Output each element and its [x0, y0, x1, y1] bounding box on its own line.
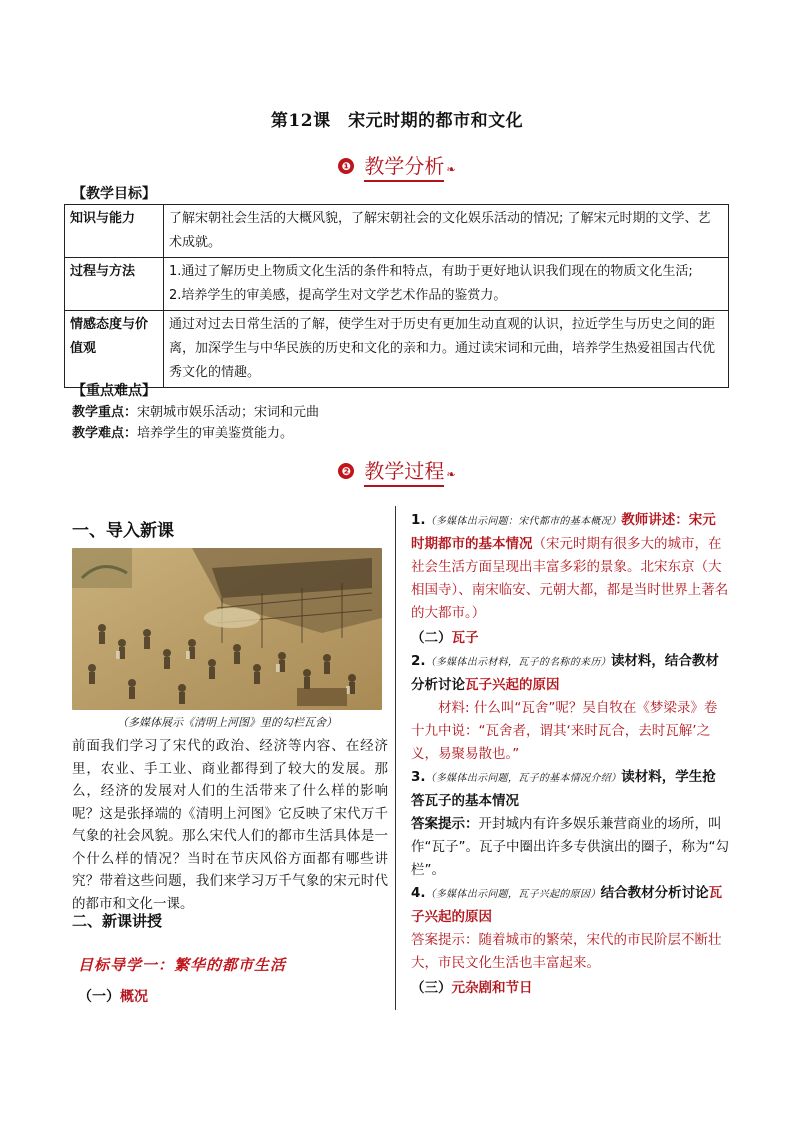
key-point [72, 402, 319, 424]
difficulty-text: 培养学生的审美鉴赏能力。 [137, 426, 294, 441]
goal-label: 知识与能力 [65, 205, 164, 258]
answer-3: 答案提示：开封城内有许多娱乐兼营商业的场所，叫作“瓦子”。瓦子中圈出许多专供演出的圈子，称为“勾栏”。 [411, 816, 729, 878]
goal-text: 通过对过去日常生活的了解，使学生对于历史有更加生动直观的认识，拉近学生与历史之间的距离，加深学生与中华民族的历史和文化的亲和力。通过读宋词和元曲，培养学生热爱祖国古代优秀文化的情趣。 [164, 311, 729, 388]
section-title: 教学分析 [364, 150, 444, 182]
goal-line: 1.通过了解历史上物质文化生活的条件和特点，有助于更好地认识我们现在的物质文化生活; [169, 264, 693, 279]
subsection-overview [78, 986, 148, 1006]
flower-icon: ❧ [446, 162, 456, 176]
answer-4: 答案提示：随着城市的繁荣，宋代的市民阶层不断壮大，市民文化生活也丰富起来。 [411, 932, 722, 971]
goal-text: 了解宋朝社会生活的大概风貌，了解宋朝社会的文化娱乐活动的情况; 了解宋元时期的文学、艺术成就。 [164, 205, 729, 258]
goals-heading: 【教学目标】 [72, 186, 156, 202]
difficulty-label: 教学难点： [72, 426, 138, 441]
section-teaching-process [0, 455, 794, 487]
item-text: （宋元时期有很多大的城市，在社会生活方面呈现出丰富多彩的景象。北宋东京（大相国寺）、南宋临安、元朝大都，都是当时世界上著名的大都市。） [411, 536, 729, 621]
multimedia-note: （多媒体出示问题，瓦子兴起的原因） [425, 889, 601, 900]
goal-one-heading: 目标导学一：繁华的都市生活 [78, 956, 287, 974]
table-row [65, 205, 729, 258]
multimedia-note: （多媒体出示材料，瓦子的名称的来历） [425, 657, 611, 668]
key-point-label: 教学重点： [72, 405, 138, 420]
subsection-label: 概况 [120, 989, 148, 1005]
key-heading: 【重点难点】 [72, 383, 156, 399]
difficulty-point [72, 423, 293, 445]
subsection-prefix: （一） [78, 989, 120, 1005]
right-column [411, 509, 729, 1000]
subsection-yuan-drama: （三）元杂剧和节日 [411, 980, 533, 996]
new-lesson-heading: 二、新课讲授 [72, 912, 163, 930]
topic: 瓦子兴起的原因 [411, 885, 723, 925]
number-badge-icon: ❶ [338, 158, 354, 174]
intro-heading: 一、导入新课 [72, 521, 174, 541]
page-title: 第12课 宋元时期的都市和文化 [270, 111, 524, 131]
intro-paragraph: 前面我们学习了宋代的政治、经济等内容、在经济里，农业、手工业、商业都得到了较大的发展。那么，经济的发展对人们的生活带来了什么样的影响呢？这是张择端的《清明上河图》它反映了宋代万千气象的社会风貌。那么宋代人们的都市生活具体是一个什么样的情况？当时在节庆风俗方面都有哪些讲究？带着这些问题，我们来学习万千气象的宋元时代的都市和文化一课。 [72, 738, 388, 912]
section-title: 教学过程 [364, 455, 444, 487]
goal-text [164, 258, 729, 311]
table-row [65, 311, 729, 388]
item-4: 4.（多媒体出示问题，瓦子兴起的原因）结合教材分析讨论瓦子兴起的原因 [411, 885, 723, 925]
goal-line: 2.培养学生的审美感，提高学生对文学艺术作品的鉴赏力。 [169, 288, 507, 303]
teacher-label: 教师讲述： [621, 512, 689, 528]
number-badge-icon: ❷ [338, 463, 354, 479]
table-row [65, 258, 729, 311]
item-1: 1.（多媒体出示问题：宋代都市的基本概况）教师讲述：宋元时期都市的基本情况（宋元时期有很多大的城市，在社会生活方面呈现出丰富多彩的景象。北宋东京（大相国寺）、南宋临安、元朝大都，都是当时世界上著名的大都市。） [411, 512, 729, 621]
subsection-wazi: （二）瓦子 [411, 630, 479, 646]
multimedia-note: （多媒体出示问题：宋代都市的基本概况） [425, 516, 622, 527]
image-caption: （多媒体展示《清明上河图》里的勾栏瓦舍） [117, 716, 337, 729]
goal-label: 情感态度与价值观 [65, 311, 164, 388]
section-teaching-analysis [0, 150, 794, 182]
multimedia-note: （多媒体出示问题，瓦子的基本情况介绍） [425, 773, 622, 784]
qingming-painting-image [72, 548, 382, 710]
material-text: 材料: 什么叫“瓦舍”呢？吴自牧在《梦梁录》卷十九中说：“瓦舍者，谓其‘来时瓦合，去时瓦解’之义，易聚易散也。” [411, 700, 718, 762]
key-point-text: 宋朝城市娱乐活动；宋词和元曲 [137, 405, 320, 420]
item-2: 2.（多媒体出示材料，瓦子的名称的来历）读材料，结合教材分析讨论瓦子兴起的原因 [411, 653, 719, 693]
topic: 宋元时期都市的基本情况 [411, 512, 716, 552]
column-divider [395, 506, 396, 1010]
goal-label: 过程与方法 [65, 258, 164, 311]
topic: 瓦子兴起的原因 [465, 677, 560, 693]
item-3: 3.（多媒体出示问题，瓦子的基本情况介绍）读材料，学生抢答瓦子的基本情况 [411, 769, 716, 809]
goals-table [64, 204, 729, 388]
flower-icon: ❧ [446, 467, 456, 481]
